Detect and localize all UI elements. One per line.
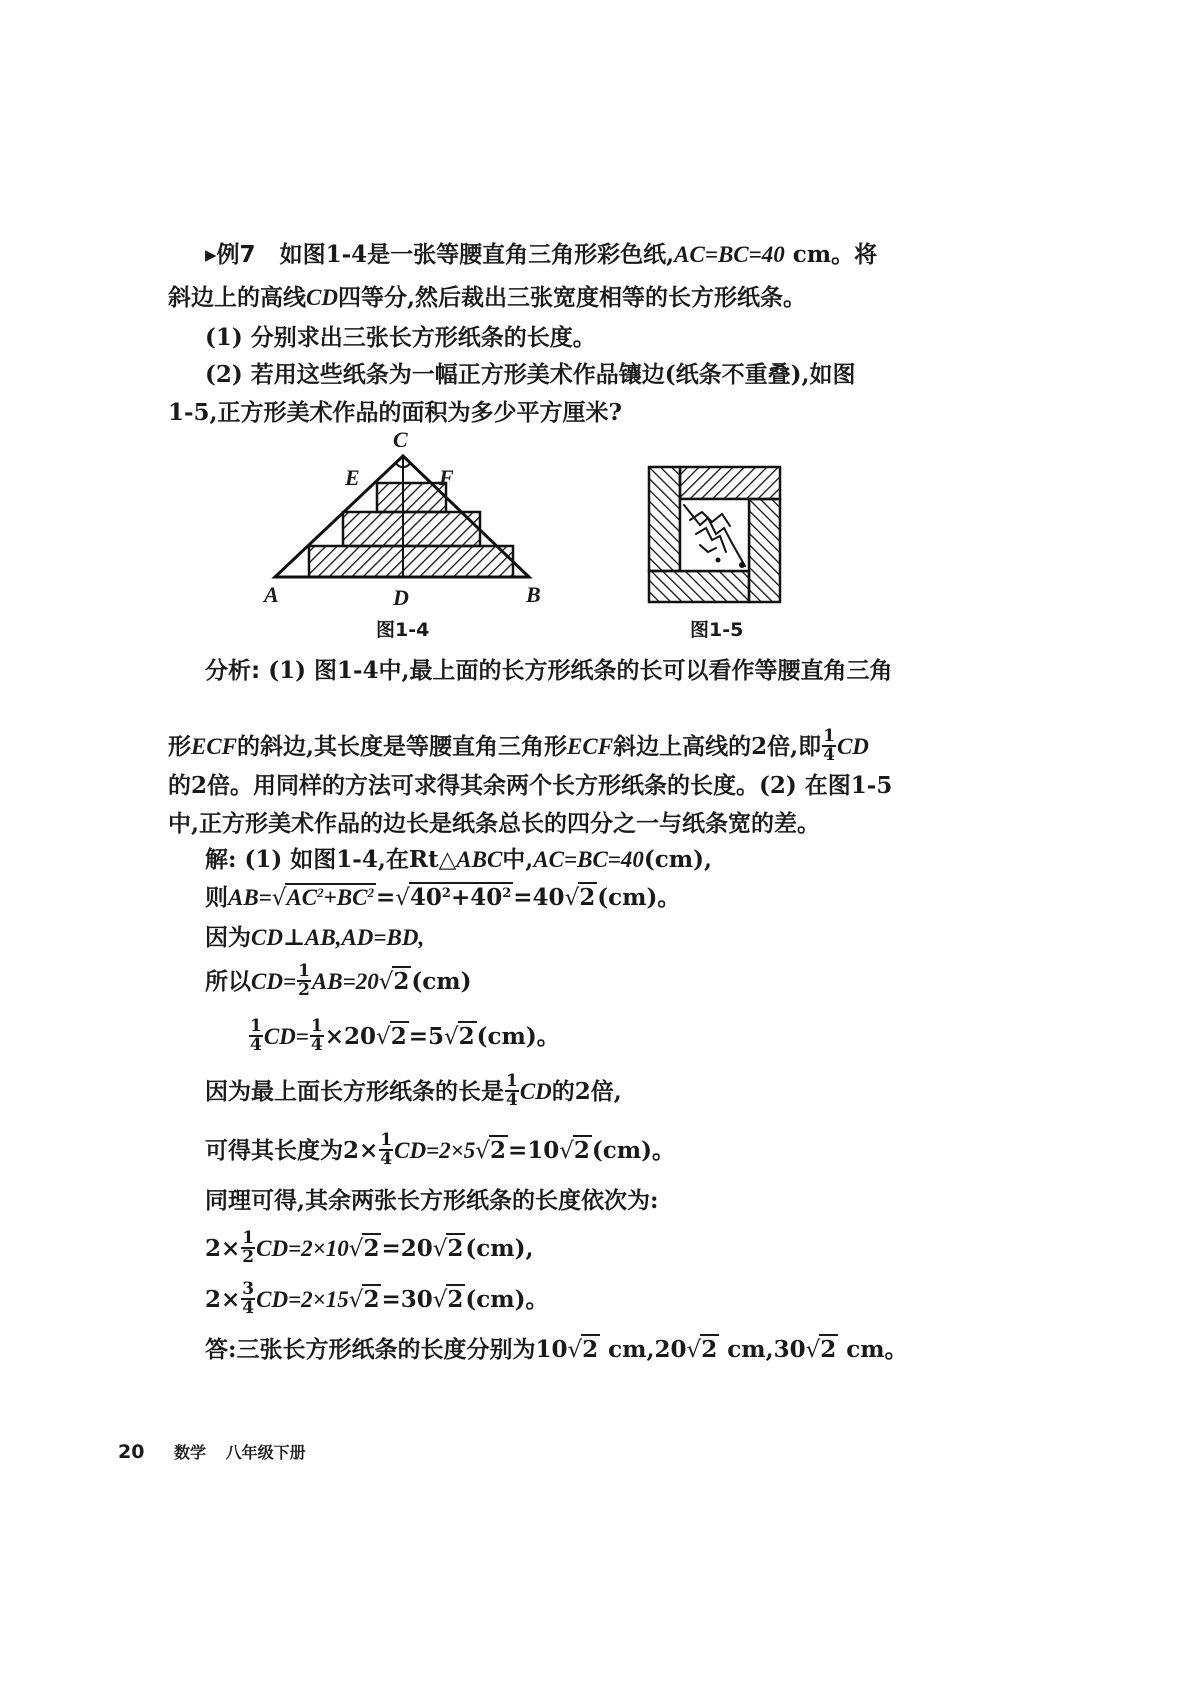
denominator: 4	[380, 1149, 393, 1169]
analysis-line-4: 中,正方形美术作品的边长是纸条总长的四分之一与纸条宽的差。	[168, 810, 821, 837]
numerator: 1	[242, 1228, 255, 1248]
equation: AC=BC=40	[533, 847, 644, 872]
triangle-ecf: ECF	[567, 734, 614, 759]
figure-1-5	[645, 463, 785, 606]
caption-figure-1-5: 图1-5	[690, 619, 744, 641]
operator: +	[323, 885, 337, 910]
solution-line-6	[205, 1071, 622, 1111]
page-number: 20	[118, 1441, 145, 1463]
text: 2×	[205, 1235, 241, 1262]
sqrt-2: √2	[559, 1137, 590, 1164]
exponent: 2	[317, 885, 324, 900]
unit: (cm)。	[465, 1286, 549, 1313]
text: (1) 图1-4中,最上面的长方形纸条的长可以看作等腰直角三角	[268, 657, 893, 684]
expression: CD=	[263, 1024, 309, 1049]
operator: =	[375, 884, 396, 911]
text: 解: (1) 如图1-4,在Rt△	[205, 846, 457, 873]
unit: (cm),	[465, 1235, 534, 1262]
sqrt-2: √2	[432, 1235, 464, 1262]
expression: CD=2×5	[394, 1138, 476, 1163]
text: 则	[205, 884, 228, 911]
example-marker: ▸例7	[205, 242, 256, 268]
analysis-line-1	[205, 656, 893, 686]
radicand: 2	[458, 1023, 475, 1050]
unit: (cm)。	[476, 1023, 560, 1050]
analysis-line-3: 的2倍。用同样的方法可求得其余两个长方形纸条的长度。(2) 在图1-5	[168, 772, 893, 799]
expression: CD=	[251, 969, 297, 994]
denominator: 4	[250, 1035, 262, 1055]
term: 40	[409, 884, 442, 911]
label-f: F	[439, 465, 454, 490]
text: 所以	[205, 968, 251, 995]
example-intro-text: 如图1-4是一张等腰直角三角形彩色纸,	[279, 241, 675, 268]
text: 四等分,然后裁出三张宽度相等的长方形纸条。	[337, 284, 806, 311]
exponent: 2	[502, 886, 512, 901]
text: 2×	[205, 1286, 241, 1313]
text: 因为	[205, 924, 251, 951]
denominator: 4	[506, 1090, 518, 1110]
expression: =20	[381, 1235, 433, 1262]
text: cm,20	[600, 1336, 687, 1363]
expression: =30	[381, 1286, 433, 1313]
radicand: 2	[582, 1336, 599, 1363]
numerator: 1	[298, 961, 310, 981]
sqrt-2: √2	[567, 1336, 599, 1363]
radicand: 2	[820, 1336, 837, 1363]
numerator: 1	[380, 1130, 393, 1150]
denominator: 2	[298, 980, 310, 1000]
denominator: 4	[242, 1298, 255, 1318]
given-unit: cm。将	[792, 241, 878, 268]
expression: AB=20	[311, 969, 379, 994]
sqrt-2: √2	[348, 1235, 380, 1262]
unit: (cm),	[643, 846, 713, 873]
text: 斜边上高线的2倍,即	[613, 733, 822, 760]
radicand: 2	[573, 1137, 590, 1164]
numerator: 1	[506, 1071, 518, 1091]
result: =40	[513, 884, 565, 911]
sqrt-2: √2	[564, 884, 596, 911]
fraction	[379, 1132, 393, 1168]
denominator: 4	[310, 1035, 323, 1055]
page-footer	[118, 1440, 306, 1463]
triangle-ecf: ECF	[191, 734, 238, 759]
fraction	[241, 1230, 255, 1266]
analysis-label: 分析:	[205, 658, 261, 684]
numerator: 1	[310, 1016, 323, 1036]
analysis-line-2	[168, 726, 869, 766]
fraction	[249, 1018, 263, 1054]
radicand: 2	[393, 968, 410, 995]
frame-left-strip	[649, 467, 680, 571]
example-line-2	[168, 283, 806, 313]
solution-line-7	[205, 1130, 676, 1170]
sqrt-2: √2	[376, 1023, 407, 1050]
segment-cd: CD	[519, 1079, 552, 1104]
text: 的斜边,其长度是等腰直角三角形	[237, 733, 568, 760]
question-1: (1) 分别求出三张长方形纸条的长度。	[205, 324, 596, 351]
solution-line-4	[205, 961, 472, 1001]
solution-line-10	[205, 1279, 549, 1319]
expression: =10	[507, 1137, 560, 1164]
expression: CD=2×15	[256, 1287, 349, 1312]
expression: AB=	[228, 885, 272, 910]
answer-line	[205, 1335, 908, 1365]
solution-line-1	[205, 845, 712, 875]
sqrt-2: √2	[686, 1336, 718, 1363]
fraction	[297, 963, 311, 999]
unit: (cm)。	[597, 884, 681, 911]
sqrt-2: √2	[348, 1286, 380, 1313]
example-line-1	[205, 240, 877, 270]
unit: (cm)	[411, 968, 472, 995]
caption-figure-1-4: 图1-4	[376, 619, 430, 641]
text: cm。	[838, 1336, 908, 1363]
given-expression: AC=BC=40	[674, 242, 785, 267]
radicand: 2	[447, 1286, 464, 1313]
artwork-square	[680, 499, 749, 571]
text: cm,30	[719, 1336, 806, 1363]
radicand: 2	[701, 1336, 718, 1363]
sqrt-2: √2	[432, 1286, 464, 1313]
radicand: 2	[363, 1286, 380, 1313]
text: 答:三张长方形纸条的长度分别为10	[205, 1336, 568, 1363]
frame-right-strip	[749, 499, 780, 602]
segment-cd: CD	[836, 734, 869, 759]
grade: 八年级下册	[225, 1443, 306, 1462]
label-d: D	[393, 585, 409, 610]
frame-top-strip	[680, 467, 780, 499]
expression: CD=2×10	[256, 1236, 349, 1261]
question-2-line-1: (2) 若用这些纸条为一幅正方形美术作品镶边(纸条不重叠),如图	[205, 361, 856, 388]
fraction	[241, 1281, 255, 1317]
fraction	[505, 1073, 519, 1109]
label-e: E	[345, 465, 360, 490]
term: AC	[286, 885, 318, 910]
segment-cd: CD	[306, 285, 338, 310]
unit: (cm)。	[591, 1137, 676, 1164]
subject: 数学	[174, 1443, 207, 1462]
solution-line-8: 同理可得,其余两张长方形纸条的长度依次为:	[205, 1187, 659, 1214]
numerator: 3	[242, 1279, 255, 1299]
solution-line-9	[205, 1228, 534, 1268]
label-b: B	[526, 582, 541, 607]
triangle-abc: ABC	[456, 847, 503, 872]
operator: +	[450, 884, 471, 911]
text: 的2倍,	[551, 1078, 622, 1105]
sqrt-2: √2	[443, 1023, 475, 1050]
strip-middle	[343, 512, 480, 546]
radicand: 2	[390, 1023, 407, 1050]
text: 因为最上面长方形纸条的长是	[205, 1078, 504, 1105]
expression: ×20	[324, 1023, 377, 1050]
text: 中,	[502, 846, 534, 873]
denominator: 4	[823, 745, 835, 765]
text: 斜边上的高线	[168, 284, 306, 311]
text: 可得其长度为2×	[205, 1137, 379, 1164]
frame-bottom-strip	[649, 571, 749, 602]
question-2-line-2: 1-5,正方形美术作品的面积为多少平方厘米?	[168, 399, 623, 426]
radicand: 2	[447, 1235, 464, 1262]
solution-line-5	[248, 1016, 560, 1056]
fraction	[822, 728, 836, 764]
sqrt-expression: $√AC^2+BC^2$	[271, 885, 374, 911]
sqrt-2: √2	[475, 1137, 506, 1164]
text: 形	[168, 733, 191, 760]
exponent: 2	[441, 886, 451, 901]
label-a: A	[264, 582, 279, 607]
fraction	[310, 1018, 324, 1054]
expression: =5	[408, 1023, 444, 1050]
strip-bottom	[309, 546, 513, 577]
numerator: 1	[250, 1016, 262, 1036]
solution-line-2	[205, 883, 680, 913]
sqrt-2: √2	[378, 968, 410, 995]
radicand: 2	[579, 884, 596, 911]
solution-line-3	[205, 923, 424, 953]
term: 40	[470, 884, 503, 911]
denominator: 2	[242, 1247, 255, 1267]
label-c: C	[393, 427, 408, 452]
term: BC	[336, 885, 368, 910]
sqrt-2: √2	[805, 1336, 837, 1363]
radicand: 2	[489, 1137, 506, 1164]
radicand: 2	[363, 1235, 380, 1262]
figure-1-4	[260, 450, 550, 590]
numerator: 1	[823, 726, 835, 746]
expression: CD⊥AB,AD=BD,	[251, 925, 425, 950]
exponent: 2	[367, 885, 374, 900]
sqrt-expression: $√40^2+40^2$	[395, 884, 512, 911]
